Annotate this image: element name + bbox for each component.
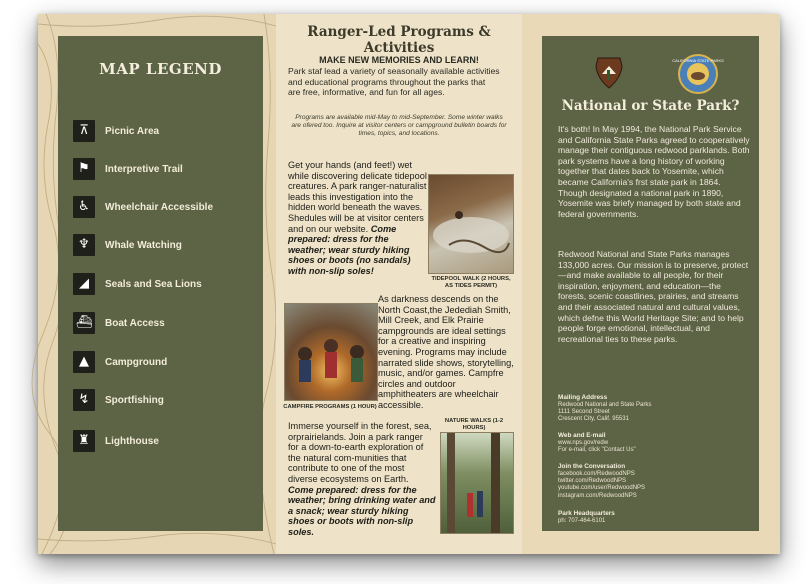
legend-label: Boat Access [105, 317, 165, 329]
left-panel [38, 14, 276, 554]
social-heading: Join the Conversation [558, 463, 626, 470]
legend-label: Whale Watching [105, 239, 182, 251]
nature-walk-photo [440, 432, 514, 534]
campfire-caption: CAMPFIRE PROGRAMS (1 HOUR) [283, 404, 377, 410]
fishing-icon: ↯ [73, 389, 95, 411]
mailing-heading: Mailing Address [558, 394, 608, 401]
tent-icon: ▲ [73, 351, 95, 373]
seal-text: CALIFORNIA STATE PARKS [672, 58, 724, 63]
seal-icon: ◢ [73, 273, 95, 295]
boat-icon: ⛴ [73, 312, 95, 334]
whale-tail-icon: ♆ [73, 234, 95, 256]
hq-text: ph: 707-464-6101 [558, 518, 606, 524]
legend-item-lighthouse [73, 430, 159, 452]
legend-item-seals [73, 273, 202, 295]
programs-subtitle: MAKE NEW MEMORIES AND LEARN! [319, 55, 479, 65]
brochure [38, 14, 780, 554]
campfire-scene [285, 304, 377, 400]
nature-walks-text: Immerse yourself in the forest, sea, orprairielands. Join a park ranger for a down-to-earth exploration of the natural com-munities that contribute to one of the most diverse ecosystems on Earth. Come prepared: dress for the weather; bring drinking water and a snack; wear sturdy hiking shoes or boots with non-slip soles. [288, 421, 436, 537]
hq-heading: Park Headquarters [558, 510, 615, 517]
legend-label: Picnic Area [105, 125, 160, 137]
legend-item-boat-access [73, 312, 165, 334]
web-text[interactable]: www.nps.gov/redw For e-mail, click "Contact Us" [558, 440, 636, 454]
legend-title: MAP LEGEND [99, 60, 222, 78]
wheelchair-icon: ♿ [73, 196, 95, 218]
mailing-text: Redwood National and State Parks 1111 Second Street Crescent City, Calif. 95531 [558, 402, 652, 423]
picnic-table-icon: ⊼ [73, 120, 95, 142]
right-panel [522, 14, 780, 554]
tidepool-scene [429, 175, 513, 273]
legend-label: Sportfishing [105, 394, 164, 406]
campfire-photo [284, 303, 378, 401]
tidepool-text: Get your hands (and feet!) wet while discovering delicate tidepool creatures. A park ranger-naturalist leads this investigation into the hidden world beneath the waves. Shedules will be at visitor centers and on our website. Come prepared: dress for the weather; wear sturdy hiking shoes or boots (no sandals) with non-slip soles! [288, 160, 427, 276]
social-text[interactable]: facebook.com/RedwoodNPS twitter.com/RedwoodNPS youtube.com/user/RedwoodNPS instagram.com/RedwoodNPS [558, 471, 646, 499]
legend-item-picnic-area [73, 120, 159, 142]
legend-label: Lighthouse [105, 435, 159, 447]
california-state-parks-seal-icon [672, 54, 724, 94]
forest-scene [441, 433, 513, 533]
legend-label: Seals and Sea Lions [105, 278, 202, 290]
map-legend-box [58, 36, 263, 531]
programs-note: Programs are available mid-May to mid-September. Some winter walks are ofered too. Inquire at visitor centers or campground bulletin boards for times, topics, and locations. [291, 114, 507, 138]
legend-item-sportfishing [73, 389, 164, 411]
interpretive-trail-icon: ⚑ [73, 158, 95, 180]
legend-item-campground [73, 351, 167, 373]
national-park-service-arrowhead-icon [594, 56, 624, 90]
legend-item-whale-watching [73, 234, 182, 256]
park-paragraph-2: Redwood National and State Parks manages 133,000 acres. Our mission is to preserve, protect—and make available to all people, for their inspiration, enjoyment, and education—the forests, scenic coastlines, prairies, and streams and their associated natural and cultural values, which defne this World Heritage Site; and to help people forge emotional, intellectual, and recreational ties to these parks. [558, 249, 749, 344]
legend-item-interpretive-trail [73, 158, 183, 180]
campfire-text: As darkness descends on the North Coast,the Jedediah Smith, Mill Creek, and Elk Prairie campgrounds are ideal settings for a creative and inspiring evening. Programs may include narrated slide shows, storytelling, music, and/or games. Campfre circles and outdoor amphitheaters are wheelchair accessible. [378, 294, 514, 410]
programs-panel [276, 14, 522, 554]
programs-title: Ranger-Led Programs & Activities [307, 24, 491, 56]
programs-intro: Park staf lead a variety of seasonally available activities and educational programs throughout the parks that are free, informative, and fun for all ages. [288, 66, 500, 98]
nature-walks-caption: NATURE WALKS (1-2 HOURS) [444, 418, 504, 431]
park-info-box [542, 36, 759, 531]
web-heading: Web and E-mail [558, 432, 606, 439]
lighthouse-icon: ♜ [73, 430, 95, 452]
tidepool-photo [428, 174, 514, 274]
legend-label: Interpretive Trail [105, 163, 183, 175]
park-title: National or State Park? [561, 98, 740, 114]
park-paragraph-1: It's both! In May 1994, the National Park Service and California State Parks agreed to cooperatively manage their contiguous redwood parklands. Both park systems have a long history of working together that dates back to Yosemite, which became California's frst state park in 1864. Though designated a national park in 1890, Yosemite was briefy managed by both state and federal governments. [558, 124, 750, 219]
tidepool-caption: TIDEPOOL WALK (2 HOURS, AS TIDES PERMIT) [431, 276, 511, 289]
legend-item-wheelchair [73, 196, 213, 218]
legend-label: Wheelchair Accessible [105, 201, 214, 213]
legend-label: Campground [105, 356, 168, 368]
